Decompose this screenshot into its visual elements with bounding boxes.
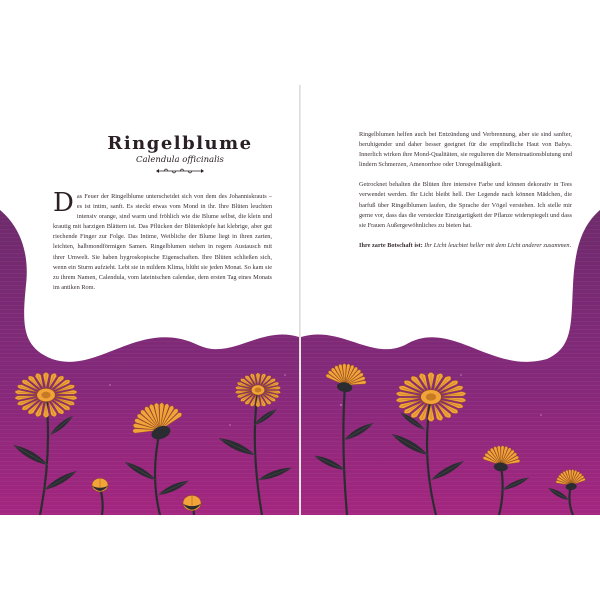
left-body-text xyxy=(53,188,272,293)
right-paragraph-1: Ringelblumen helfen auch bei Entzündung und Verbrennung, aber sie sind sanfter, beruhigender und daher besser geeignet für die empfindliche Haut von Babys. Innerlich wirken ihre Mond-Qualitäten, sie regulieren die Menstruationsblutung und lindern Schmerzen, Amenorrhoe oder Unregelmäßigkeit. xyxy=(359,131,572,169)
right-paragraph-2: Getrocknet behalten die Blüten ihre intensive Farbe und können dekorativ in Tees verwendet werden. Ihr Licht bleibt hell. Der Legende nach können Mädchen, die barfuß über Ringelblumen laufen, die Sprache der Vögel verstehen. Ich stelle mir gerne vor, dass das die versteckte Einzigartigkeit der Pflanze widerspiegelt und dass sie Frauen Außergewöhnliches zu bieten hat. xyxy=(359,181,572,229)
left-paragraph-text: as Feuer der Ringelblume unterscheidet sich von dem des Johanniskrauts – es ist intim, sanft. Es steckt etwas vom Mond in ihr. Ihre Blüten leuchten intensiv orange, sind warm und fröhlich wie die Blume selbst, die klein und krautig mit harzigen Blättern ist. Das Pflücken der Blütenköpfe hat klebrige, aber gut riechende Finger zur Folge. Das Intime, Weibliche der Blume liegt in ihren zarten, leichten, halbmondförmigen Samen. Ringelblumen stehen in regem Austausch mit ihrer Umwelt. Sie haben hygroskopische Eigenschaften. Ihre Blüten schließen sich, wenn ein Sturm aufzieht. Lebt sie in mildem Klima, blüht sie jeden Monat. So kam sie zu ihrem Namen, Calendula, vom lateinischen calendae, dem ersten Tag eines Monats im antiken Rom. xyxy=(53,193,272,291)
right-body-text xyxy=(359,130,572,261)
calendula-bud xyxy=(92,478,108,492)
botschaft-text: Ihr Licht leuchtet heller mit dem Licht anderer zusammen. xyxy=(424,241,572,249)
left-page xyxy=(0,85,299,515)
left-paragraph xyxy=(53,188,272,293)
ornamental-vine-icon xyxy=(154,166,206,176)
botschaft xyxy=(359,241,572,251)
drop-cap: D xyxy=(53,188,74,218)
right-page xyxy=(301,85,600,515)
botschaft-label: Ihre zarte Botschaft ist: xyxy=(359,241,423,249)
calendula-bud xyxy=(183,495,201,510)
botanical-name: Calendula officinalis xyxy=(136,155,224,165)
page-title: Ringelblume xyxy=(107,133,253,154)
